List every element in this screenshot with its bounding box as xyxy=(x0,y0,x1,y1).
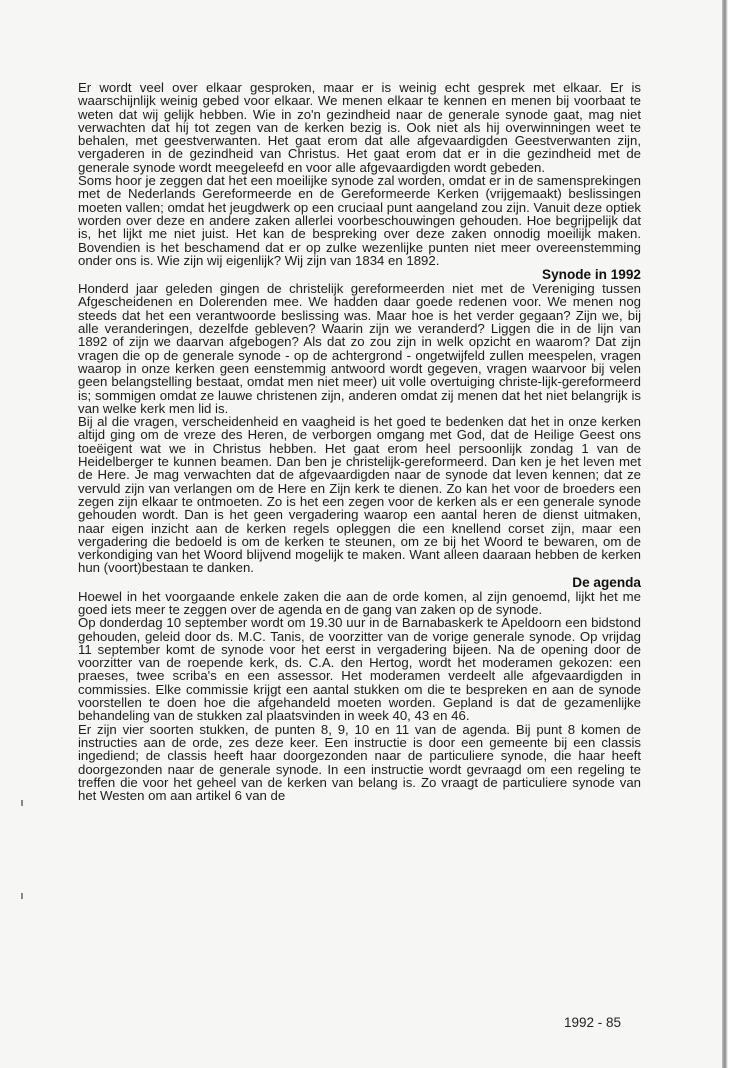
paragraph: Hoewel in het voorgaande enkele zaken die aan de orde komen, al zijn genoemd, lijkt het me goed iets meer te zeggen over de agenda en de gang van zaken op de synode. xyxy=(78,588,641,617)
section-heading: De agenda xyxy=(572,574,641,590)
section-heading: Synode in 1992 xyxy=(542,267,641,283)
margin-mark xyxy=(21,800,23,806)
page-number: 1992 - 85 xyxy=(564,1015,622,1030)
paragraph: Bij al die vragen, verscheidenheid en vaagheid is het goed te bedenken dat het in onze kerken altijd ging om de vreze des Heren, de verborgen omgang met God, dat de Heilige Geest ons toeëigent wat we in Christus hebben. Het gaat erom heel persoonlijk zondag 1 van de Heidelberger te kunnen beamen. Dan ben je christelijk-gereformeerd. Dan ken je het leven met de Here. Je mag verwachten dat de afgevaardigden naar de synode dat leven kennen; dat ze vervuld zijn van verlangen om de Here en Zijn kerk te dienen. Zo kan het voor de broeders een zegen zijn elkaar te ontmoeten. Zo is het een zegen voor de kerken als er een generale synode gehouden wordt. Dan is het geen vergadering waarop een aantal heren de dienst uitmaken, naar eigen inzicht aan de kerken regels opleggen die een knellend corset zijn, maar een vergadering die bedoeld is om de kerken te steunen, om ze bij het Woord te bewaren, om de verkondiging van het Woord blijvend mogelijk te maken. Want alleen daaraan hebben de kerken hun (voort)bestaan te danken. xyxy=(78,414,641,576)
article-body xyxy=(78,81,641,802)
paragraph: Op donderdag 10 september wordt om 19.30 uur in de Barnabaskerk te Apeldoorn een bidstond gehouden, geleid door ds. M.C. Tanis, de voorzitter van de vorige generale synode. Op vrijdag 11 september komt de synode voor het eerst in vergadering bijeen. Na de opening door de voorzitter van de roepende kerk, ds. C.A. den Hertog, wordt het moderamen gekozen: een praeses, twee scriba's en een assessor. Het moderamen verdeelt alle afgevaardigden in commissies. Elke commissie krijgt een aantal stukken om die te bespreken en aan de synode voorstellen te doen hoe die afgehandeld moeten worden. Gepland is dat de gezamenlijke behandeling van de stukken zal plaatsvinden in week 40, 43 en 46. xyxy=(78,615,641,724)
page-edge xyxy=(722,0,738,1068)
paragraph: Honderd jaar geleden gingen de christelijk gereformeerden niet met de Vereniging tussen Afgescheidenen en Dolerenden mee. We hadden daar goede redenen voor. We menen nog steeds dat het een verantwoorde beslissing was. Maar hoe is het verder gegaan? Zijn we, bij alle veranderingen, dezelfde gebleven? Waarin zijn we veranderd? Liggen die in de lijn van 1892 of zijn we daarvan afgebogen? Als dat zo zou zijn in welk opzicht en waarom? Dat zijn vragen die op de generale synode - op de achtergrond - ongetwijfeld zullen meespelen, vragen waarop in onze kerken geen eenstemmig antwoord wordt gegeven, vragen waarvoor bij velen geen belangstelling bestaat, omdat men niet meer) uit volle overtuiging christe-lijk-gereformeerd is; sommigen omdat ze lauwe christenen zijn, anderen omdat zij menen dat het niet belangrijk is van welke kerk men lid is. xyxy=(78,281,641,416)
paragraph: Er wordt veel over elkaar gesproken, maar er is weinig echt gesprek met elkaar. Er is waarschijnlijk weinig gebed voor elkaar. We menen elkaar te kennen en menen bij voorbaat te weten dat wij gelijk hebben. Wie in zo'n gezindheid naar de generale synode gaat, mag niet verwachten dat hij tot zegen van de kerken bezig is. Ook niet als hij overwinningen weet te behalen, met geestverwanten. Het gaat erom dat alle afgevaardigden Geestverwanten zijn, vergaderen in de gezindheid van Christus. Het gaat erom dat er in die gezindheid met de generale synode wordt meegeleefd en voor alle afgevaardigden wordt gebeden. xyxy=(78,80,641,175)
paragraph: Soms hoor je zeggen dat het een moeilijke synode zal worden, omdat er in de samensprekingen met de Nederlands Gereformeerde en de Gereformeerde Kerken (vrijgemaakt) beslissingen moeten vallen; omdat het jeugdwerk op een cruciaal punt aangeland zou zijn. Vanuit deze optiek worden over deze en andere zaken allerlei voorbeschouwingen gehouden. Hoe begrijpelijk dat is, het lijkt me niet juist. Het kan de bespreking over deze zaken onnodig moeilijk maken. Bovendien is het beschamend dat er op zulke wezenlijke punten niet meer overeenstemming onder ons is. Wie zijn wij eigenlijk? Wij zijn van 1834 en 1892. xyxy=(78,173,641,268)
paragraph: Er zijn vier soorten stukken, de punten 8, 9, 10 en 11 van de agenda. Bij punt 8 komen de instructies aan de orde, zes deze keer. Een instructie is door een gemeente bij een classis ingediend; de classis heeft haar doorgezonden naar de particuliere synode, die haar heeft doorgezonden naar de generale synode. In een instructie wordt gevraagd om een regeling te treffen die voor het geheel van de kerken van belang is. Zo vraagt de particuliere synode van het Westen om aan artikel 6 van de xyxy=(78,721,641,804)
margin-mark xyxy=(21,893,23,899)
